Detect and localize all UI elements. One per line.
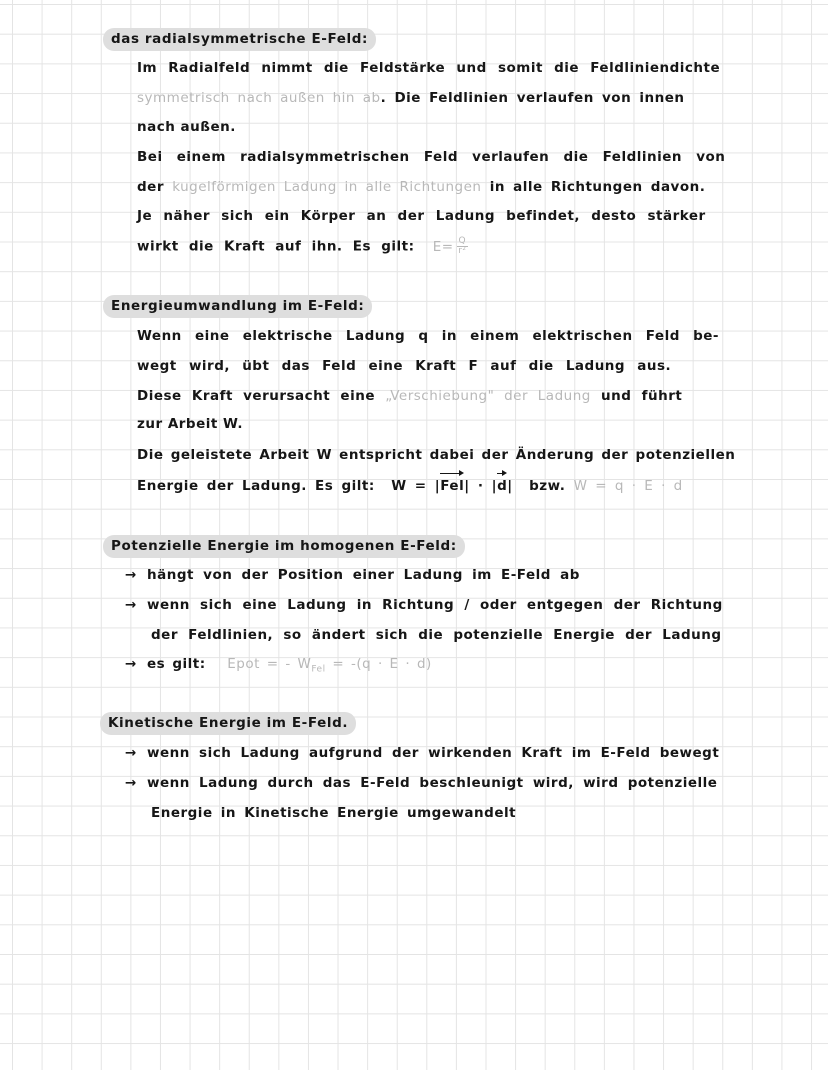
- formula-part: |: [507, 478, 513, 494]
- fraction-denominator: r²: [458, 246, 467, 256]
- text-line: [137, 89, 685, 107]
- text-segment: Energie der Ladung. Es gilt:: [137, 478, 375, 494]
- heading-potential-energy: Potenzielle Energie im homogenen E-Feld:: [103, 535, 465, 558]
- arrow-icon: →: [125, 656, 137, 672]
- bullet-line: [125, 774, 717, 792]
- heading-radial-field: das radialsymmetrische E-Feld:: [103, 28, 376, 51]
- text-line: Energie in Kinetische Energie umgewandelt: [151, 805, 517, 821]
- highlighted-text: kugelförmigen Ladung in alle Richtungen: [172, 179, 482, 195]
- highlighted-text: „Verschiebung" der Ladung: [385, 388, 591, 404]
- text-line: nach außen.: [137, 119, 236, 135]
- formula-subscript: Fel: [311, 664, 326, 675]
- text-line: [137, 237, 468, 256]
- heading-kinetic-energy: Kinetische Energie im E-Feld.: [100, 712, 356, 735]
- text-segment: der: [137, 179, 164, 195]
- text-line: der Feldlinien, so ändert sich die potenzielle Energie der Ladung: [151, 627, 722, 643]
- arrow-icon: →: [125, 567, 137, 583]
- arrow-icon: →: [125, 775, 137, 791]
- arrow-icon: →: [125, 597, 137, 613]
- fraction-numerator: Q: [458, 236, 467, 246]
- text-line: Wenn eine elektrische Ladung q in einem elektrischen Feld be-: [137, 328, 719, 344]
- bullet-line: [125, 596, 723, 614]
- bullet-line: [125, 744, 719, 762]
- text-line: [137, 477, 683, 495]
- text-line: zur Arbeit W.: [137, 416, 243, 432]
- text-segment: und führt: [601, 388, 683, 404]
- formula-lhs: E=: [432, 238, 454, 255]
- formula-coulomb: [432, 236, 468, 256]
- highlighted-formula: [227, 656, 432, 675]
- text-segment: hängt von der Position einer Ladung im E-Feld ab: [147, 567, 580, 583]
- text-line: wegt wird, übt das Feld eine Kraft F auf die Ladung aus.: [137, 358, 672, 374]
- vector-force: Fel: [440, 478, 465, 494]
- text-line: Im Radialfeld nimmt die Feldstärke und somit die Feldliniendichte: [137, 60, 721, 76]
- highlighted-formula: W = q · E · d: [573, 478, 683, 494]
- formula-work: [391, 478, 513, 494]
- bullet-line: [125, 566, 580, 584]
- text-segment: wirkt die Kraft auf ihn. Es gilt:: [137, 238, 415, 255]
- text-segment: . Die Feldlinien verlaufen von innen: [380, 90, 685, 106]
- text-line: [137, 387, 682, 405]
- text-segment: in alle Richtungen davon.: [489, 179, 706, 195]
- arrow-icon: →: [125, 745, 137, 761]
- formula-part: W = |: [391, 478, 441, 494]
- bullet-line: [125, 655, 432, 679]
- text-line: Bei einem radialsymmetrischen Feld verlaufen die Feldlinien von: [137, 149, 726, 165]
- text-segment: wenn Ladung durch das E-Feld beschleunigt wird, wird potenzielle: [147, 775, 718, 791]
- formula-part: | · |: [464, 478, 498, 494]
- text-line: Die geleistete Arbeit W entspricht dabei der Änderung der potenziellen: [137, 447, 736, 463]
- text-line: [137, 178, 705, 196]
- highlighted-text: symmetrisch nach außen hin ab: [137, 90, 381, 106]
- text-segment: bzw.: [529, 478, 566, 494]
- heading-energy-conversion: Energieumwandlung im E-Feld:: [103, 295, 372, 318]
- formula-part: = -(q · E · d): [325, 656, 432, 672]
- vector-distance: d: [497, 478, 508, 494]
- formula-fraction: [457, 237, 469, 256]
- text-segment: es gilt:: [147, 656, 206, 672]
- formula-part: Epot = - W: [227, 656, 312, 672]
- text-segment: Diese Kraft verursacht eine: [137, 388, 375, 404]
- text-segment: wenn sich eine Ladung in Richtung / oder entgegen der Richtung: [147, 597, 723, 613]
- text-segment: wenn sich Ladung aufgrund der wirkenden Kraft im E-Feld bewegt: [147, 745, 720, 761]
- text-line: Je näher sich ein Körper an der Ladung befindet, desto stärker: [137, 208, 706, 224]
